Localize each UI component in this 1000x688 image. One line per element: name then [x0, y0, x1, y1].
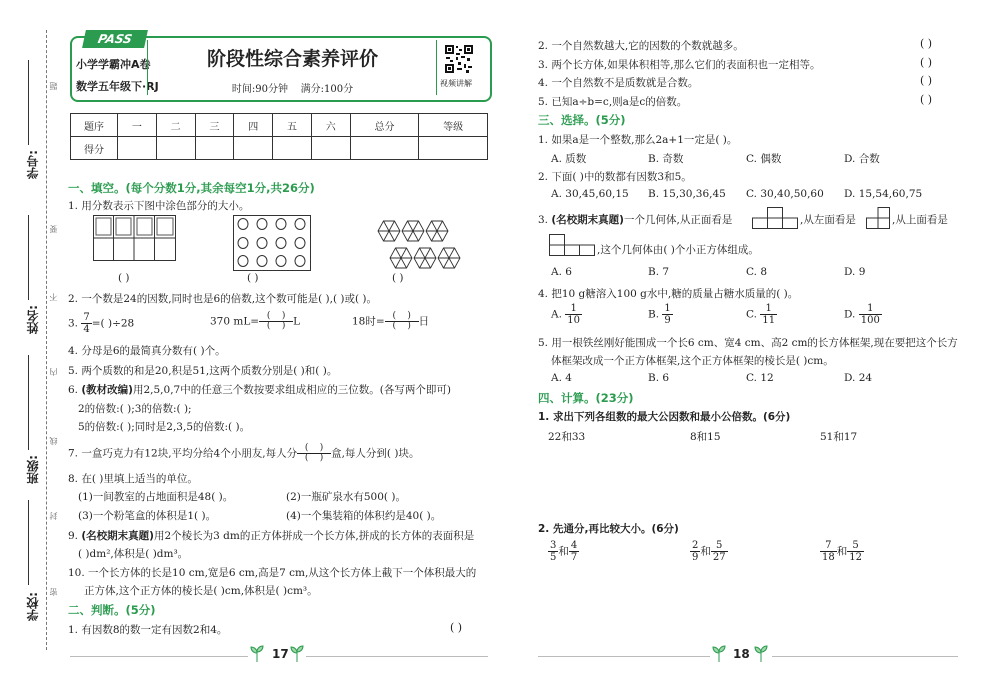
score-cell[interactable] [273, 137, 312, 160]
numerator: 5 [847, 540, 864, 552]
fraction-figure-rectangle [93, 215, 176, 261]
fraction [548, 540, 558, 563]
choice-option[interactable]: C. 30,40,50,60 [746, 188, 824, 200]
sprout-icon [290, 644, 304, 662]
footer-rule [70, 656, 248, 657]
score-table-header-row [71, 114, 488, 137]
front-view-figure [752, 207, 798, 229]
question-1-10: 10. 一个长方体的长是10 cm,宽是6 cm,高是7 cm,从这个长方体上截下一个体积最大的 [68, 567, 477, 579]
question-text: ,这个几何体由( )个小正方体组成。 [597, 244, 759, 256]
question-3-5: 5. 用一根铁丝刚好能围成一个长6 cm、宽4 cm、高2 cm的长方体框架,现在要把这个长方 [538, 337, 958, 349]
choice-option[interactable]: D. 合数 [844, 153, 880, 165]
section-3-title: 三、选择。(5分) [538, 113, 626, 127]
sprout-icon [250, 644, 264, 662]
calc-item: 8和15 [690, 431, 721, 443]
choice-option[interactable]: C. 8 [746, 266, 768, 278]
name-line [28, 215, 29, 300]
choice-option[interactable]: A. 质数 [551, 153, 587, 165]
school-label: 学校: [26, 592, 40, 621]
header-divider [147, 40, 148, 95]
denominator: 18 [822, 552, 835, 563]
question-3-3 [538, 212, 732, 227]
margin-mark: 线 [49, 437, 58, 445]
section-2-title: 二、判断。(5分) [68, 603, 156, 617]
fraction [859, 303, 882, 326]
question-4-2: 2. 先通分,再比较大小。(6分) [538, 523, 679, 535]
denominator: 7 [570, 552, 578, 563]
fraction-figure-hexagons [377, 219, 463, 273]
question-text: 盒,每人分到( )块。 [331, 447, 420, 460]
table-row-label: 得分 [71, 137, 118, 160]
question-4-1: 1. 求出下列各组数的最大公因数和最小公倍数。(6分) [538, 411, 791, 423]
score-cell[interactable] [419, 137, 488, 160]
judge-blank[interactable]: ( ) [920, 37, 933, 50]
denominator: 9 [664, 315, 671, 326]
fraction [820, 540, 837, 563]
question-1-6 [68, 382, 451, 397]
question-number: 6. [68, 384, 79, 396]
and-word: 和 [558, 545, 569, 558]
margin-mark: 题 [49, 82, 58, 90]
grade-label: 数学五年级下·RJ [76, 80, 159, 93]
footer-rule [306, 656, 488, 657]
question-3-4: 4. 把10 g糖溶入100 g水中,糖的质量占糖水质量的( )。 [538, 288, 799, 300]
numerator: 1 [760, 303, 777, 315]
denominator: 10 [567, 315, 580, 326]
numerator: 1 [859, 303, 882, 315]
question-1-9-b: ( )dm²,体积是( )dm³。 [78, 548, 189, 560]
question-1-4: 4. 分母是6的最简真分数有( )个。 [68, 345, 226, 357]
fraction [569, 540, 579, 563]
margin-mark: 不 [49, 293, 58, 301]
numerator: 2 [692, 540, 699, 551]
compare-item [548, 540, 579, 563]
page-number-right: 18 [733, 647, 750, 661]
choice-option[interactable]: D. 15,54,60,75 [844, 188, 923, 200]
judge-blank[interactable]: ( ) [920, 93, 933, 106]
numerator: 1 [565, 303, 582, 315]
name-label: 姓名: [26, 305, 40, 334]
fraction [760, 303, 777, 326]
question-1-8-2: (2)一瓶矿泉水有500( )。 [286, 491, 406, 503]
question-1-8-4: (4)一个集装箱的体积约是40( )。 [286, 510, 442, 522]
choice-option[interactable] [648, 303, 673, 326]
student-id-label: 学号: [26, 150, 40, 179]
calc-item: 22和33 [548, 431, 586, 443]
score-cell[interactable] [195, 137, 234, 160]
score-cell[interactable] [156, 137, 195, 160]
question-number: 3. [538, 214, 549, 226]
question-1-5: 5. 两个质数的和是20,积是51,这两个质数分别是( )和( )。 [68, 365, 338, 377]
school-line [28, 500, 29, 585]
section-4-title: 四、计算。(23分) [538, 391, 634, 405]
fraction [662, 303, 672, 326]
time-score-info [150, 80, 435, 95]
answer-blank[interactable]: ( ) [118, 272, 130, 284]
choice-option[interactable] [844, 303, 882, 326]
unit: L [293, 315, 301, 328]
question-2-4: 4. 一个自然数不是质数就是合数。 [538, 77, 699, 89]
choice-option[interactable]: B. 7 [648, 266, 670, 278]
answer-blank[interactable]: ( ) [247, 272, 259, 284]
question-1-1: 1. 用分数表示下图中涂色部分的大小。 [68, 200, 250, 212]
binding-margin [0, 0, 60, 688]
margin-mark: 内 [49, 368, 58, 376]
score-cell[interactable] [234, 137, 273, 160]
score-info: 满分:100分 [300, 84, 354, 95]
blank-fraction[interactable]: ( ) ( ) [297, 444, 331, 463]
question-text: 7. 一盒巧克力有12块,平均分给4个小朋友,每人分 [68, 447, 298, 460]
student-id-line [28, 60, 29, 145]
blank-fraction[interactable]: ( ) ( ) [385, 312, 419, 331]
question-1-8-3: (3)一个粉笔盒的体积是1( )。 [78, 510, 217, 522]
blank-fraction[interactable]: ( ) ( ) [259, 312, 293, 331]
option-letter: B. [648, 308, 660, 321]
question-text: ,从左面看是 [800, 214, 856, 226]
section-1-title: 一、填空。(每个分数1分,其余每空1分,共26分) [68, 181, 315, 195]
answer-blank[interactable]: ( ) [392, 272, 404, 284]
table-header-cell: 六 [311, 114, 350, 137]
series-name: 小学学霸冲A卷 [76, 58, 151, 71]
expression: =( )÷28 [91, 317, 135, 330]
fraction [565, 303, 582, 326]
question-1-3b [210, 312, 300, 331]
choice-option[interactable]: D. 24 [844, 372, 873, 384]
choice-option[interactable]: A. 30,45,60,15 [551, 188, 629, 200]
page-number-left: 17 [272, 647, 289, 661]
table-header-cell: 一 [118, 114, 157, 137]
qr-label: 视频讲解 [440, 79, 472, 88]
option-letter: A. [551, 308, 562, 321]
choice-option[interactable] [746, 303, 777, 326]
choice-option[interactable]: A. 6 [551, 266, 572, 278]
top-view-figure [549, 234, 595, 256]
denominator: 4 [83, 324, 90, 335]
question-1-6-line2: 5的倍数:( );同时是2,3,5的倍数:( )。 [78, 421, 251, 433]
question-1-9 [68, 528, 474, 543]
table-header-cell: 二 [156, 114, 195, 137]
denominator: 27 [712, 552, 726, 563]
numerator: 1 [664, 303, 671, 314]
judge-blank[interactable]: ( ) [920, 56, 933, 69]
class-line [28, 355, 29, 450]
question-2-5: 5. 已知a÷b=c,则a是c的倍数。 [538, 96, 688, 108]
question-1-6-line1: 2的倍数:( );3的倍数:( ); [78, 403, 192, 415]
sprout-icon [712, 644, 726, 662]
and-word: 和 [836, 545, 848, 558]
question-text: 一个几何体,从正面看是 [623, 214, 733, 226]
class-label: 班级: [26, 455, 40, 484]
score-table [70, 113, 488, 160]
score-cell[interactable] [311, 137, 350, 160]
margin-mark: 密 [49, 588, 58, 596]
question-text: ,从上面看是 [892, 214, 948, 226]
fraction [81, 312, 91, 335]
question-3-2: 2. 下面( )中的数都有因数3和5。 [538, 171, 692, 183]
question-2-2: 2. 一个自然数越大,它的因数的个数就越多。 [538, 40, 744, 52]
score-cell[interactable] [118, 137, 157, 160]
choice-option[interactable]: D. 9 [844, 266, 866, 278]
footer-rule [772, 656, 958, 657]
question-1-2: 2. 一个数是24的因数,同时也是6的倍数,这个数可能是( ),( )或( )。 [68, 293, 378, 305]
numerator: 7 [83, 312, 90, 323]
table-header-cell: 等级 [419, 114, 488, 137]
margin-mark: 封 [49, 512, 58, 520]
question-1-3 [68, 312, 134, 335]
unit: 日 [418, 315, 430, 328]
question-number: 9. [68, 530, 79, 542]
score-table-row [71, 137, 488, 160]
qr-code-icon[interactable] [444, 44, 474, 74]
question-number: 3. [68, 317, 79, 330]
choice-option[interactable] [551, 303, 582, 326]
page-title: 阶段性综合素养评价 [206, 48, 378, 70]
denominator: 9 [692, 552, 699, 563]
choice-option[interactable]: C. 偶数 [746, 153, 782, 165]
question-1-7 [68, 444, 419, 463]
fraction [847, 540, 864, 563]
numerator: 7 [820, 540, 837, 552]
choice-option[interactable]: B. 奇数 [648, 153, 684, 165]
compare-item [820, 540, 864, 563]
expression: 370 mL= [210, 315, 260, 328]
question-1-3c [352, 312, 429, 331]
source-tag: (教材改编) [81, 384, 133, 396]
time-info: 时间:90分钟 [231, 84, 288, 95]
source-tag: (名校期末真题) [551, 214, 624, 226]
header-divider [436, 40, 437, 95]
numerator: 4 [570, 540, 578, 551]
question-1-8-1: (1)一间教室的占地面积是48( )。 [78, 491, 234, 503]
judge-blank[interactable]: ( ) [920, 74, 933, 87]
choice-option[interactable]: B. 15,30,36,45 [648, 188, 726, 200]
choice-option[interactable]: A. 4 [551, 372, 572, 384]
denominator: 5 [550, 552, 557, 563]
calc-item: 51和17 [820, 431, 858, 443]
question-2-3: 3. 两个长方体,如果体积相等,那么它们的表面积也一定相等。 [538, 59, 821, 71]
question-text: 用2个棱长为3 dm的正方体拼成一个长方体,拼成的长方体的表面积是 [153, 530, 475, 542]
pass-logo: PASS [82, 30, 148, 48]
question-2-1: 1. 有因数8的数一定有因数2和4。 [68, 624, 228, 636]
denominator: 100 [860, 315, 880, 326]
question-text: 用2,5,0,7中的任意三个数按要求组成相应的三位数。(各写两个即可) [132, 384, 451, 396]
choice-option[interactable]: C. 12 [746, 372, 774, 384]
table-header-cell: 五 [273, 114, 312, 137]
option-letter: C. [746, 308, 757, 321]
question-3-5-b: 体框架改成一个正方体框架,这个正方体框架的棱长是( )cm。 [551, 355, 834, 367]
option-letter: D. [844, 308, 856, 321]
fraction [711, 540, 728, 563]
source-tag: (名校期末真题) [81, 530, 154, 542]
margin-mark: 要 [49, 225, 58, 233]
table-header-cell: 四 [234, 114, 273, 137]
fraction [690, 540, 700, 563]
numerator: 3 [550, 540, 557, 551]
choice-option[interactable]: B. 6 [648, 372, 670, 384]
expression: 18时= [352, 315, 385, 328]
table-header-cell: 三 [195, 114, 234, 137]
denominator: 11 [762, 315, 776, 326]
table-header-cell: 题序 [71, 114, 118, 137]
question-3-1: 1. 如果a是一个整数,那么2a+1一定是( )。 [538, 134, 738, 146]
denominator: 12 [849, 552, 862, 563]
binding-dash-line [46, 30, 47, 650]
question-1-8: 8. 在( )里填上适当的单位。 [68, 473, 198, 485]
judge-blank[interactable]: ( ) [450, 621, 463, 634]
footer-rule [538, 656, 710, 657]
table-header-cell: 总分 [350, 114, 419, 137]
question-1-10-b: 正方体,这个正方体的棱长是( )cm,体积是( )cm³。 [84, 585, 318, 597]
and-word: 和 [700, 545, 711, 558]
compare-item [690, 540, 728, 563]
numerator: 5 [711, 540, 728, 552]
sprout-icon [754, 644, 768, 662]
score-cell[interactable] [350, 137, 419, 160]
left-view-figure [866, 207, 890, 229]
fraction-figure-circles [233, 215, 311, 271]
